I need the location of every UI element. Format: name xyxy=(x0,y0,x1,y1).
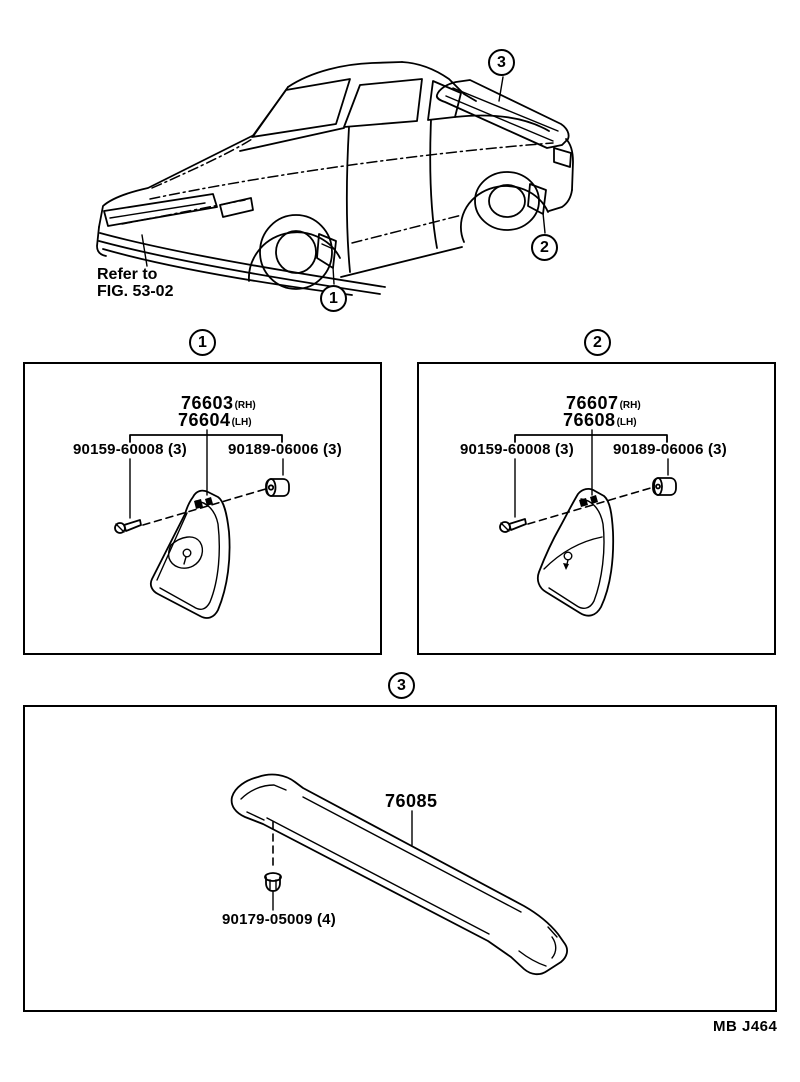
panel2-part-number-lh xyxy=(563,412,637,428)
panel2-screw-part-number: 90159-60008 (3) xyxy=(460,441,574,458)
callout-number: 1 xyxy=(198,333,207,351)
panel3-callout xyxy=(388,672,415,699)
callout-number: 1 xyxy=(329,289,338,307)
part-number: 76603 xyxy=(181,393,234,413)
panel3-clip-part-number: 90179-05009 (4) xyxy=(222,911,336,928)
panel1-screw-part-number: 90159-60008 (3) xyxy=(73,441,187,458)
panel2-part-number-rh xyxy=(566,395,641,411)
leader-callout-1 xyxy=(333,267,334,284)
car-callout-front-mudguard xyxy=(320,285,347,312)
panel3-box xyxy=(23,705,777,1012)
leader-callout-2 xyxy=(543,213,545,233)
figure-reference-note xyxy=(97,266,173,300)
panel1-grommet-part-number: 90189-06006 (3) xyxy=(228,441,342,458)
car-callout-rear-spoiler xyxy=(488,49,515,76)
panel2-grommet-part-number: 90189-06006 (3) xyxy=(613,441,727,458)
part-number: 76604 xyxy=(178,410,231,430)
refer-note-line1: Refer to xyxy=(97,266,158,283)
side-suffix: (LH) xyxy=(616,417,637,428)
panel1-part-number-lh xyxy=(178,412,252,428)
part-number: 76085 xyxy=(385,791,438,811)
part-number: 76608 xyxy=(563,410,616,430)
callout-number: 3 xyxy=(497,53,506,71)
callout-number: 2 xyxy=(593,333,602,351)
car-callout-rear-mudguard xyxy=(531,234,558,261)
panel3-part-number xyxy=(385,793,438,809)
panel1-callout xyxy=(189,329,216,356)
page-code: MB J464 xyxy=(713,1018,778,1035)
side-suffix: (LH) xyxy=(231,417,252,428)
leader-callout-3 xyxy=(499,77,503,101)
part-number: 76607 xyxy=(566,393,619,413)
panel2-callout xyxy=(584,329,611,356)
side-suffix: (RH) xyxy=(619,400,641,411)
panel1-part-number-rh xyxy=(181,395,256,411)
car-illustration xyxy=(97,62,573,295)
refer-note-line2: FIG. 53-02 xyxy=(97,283,174,300)
car-front-mudguard xyxy=(317,234,336,268)
callout-number: 3 xyxy=(397,676,406,694)
side-suffix: (RH) xyxy=(234,400,256,411)
leader-refer-note xyxy=(142,235,147,266)
callout-number: 2 xyxy=(540,238,549,256)
